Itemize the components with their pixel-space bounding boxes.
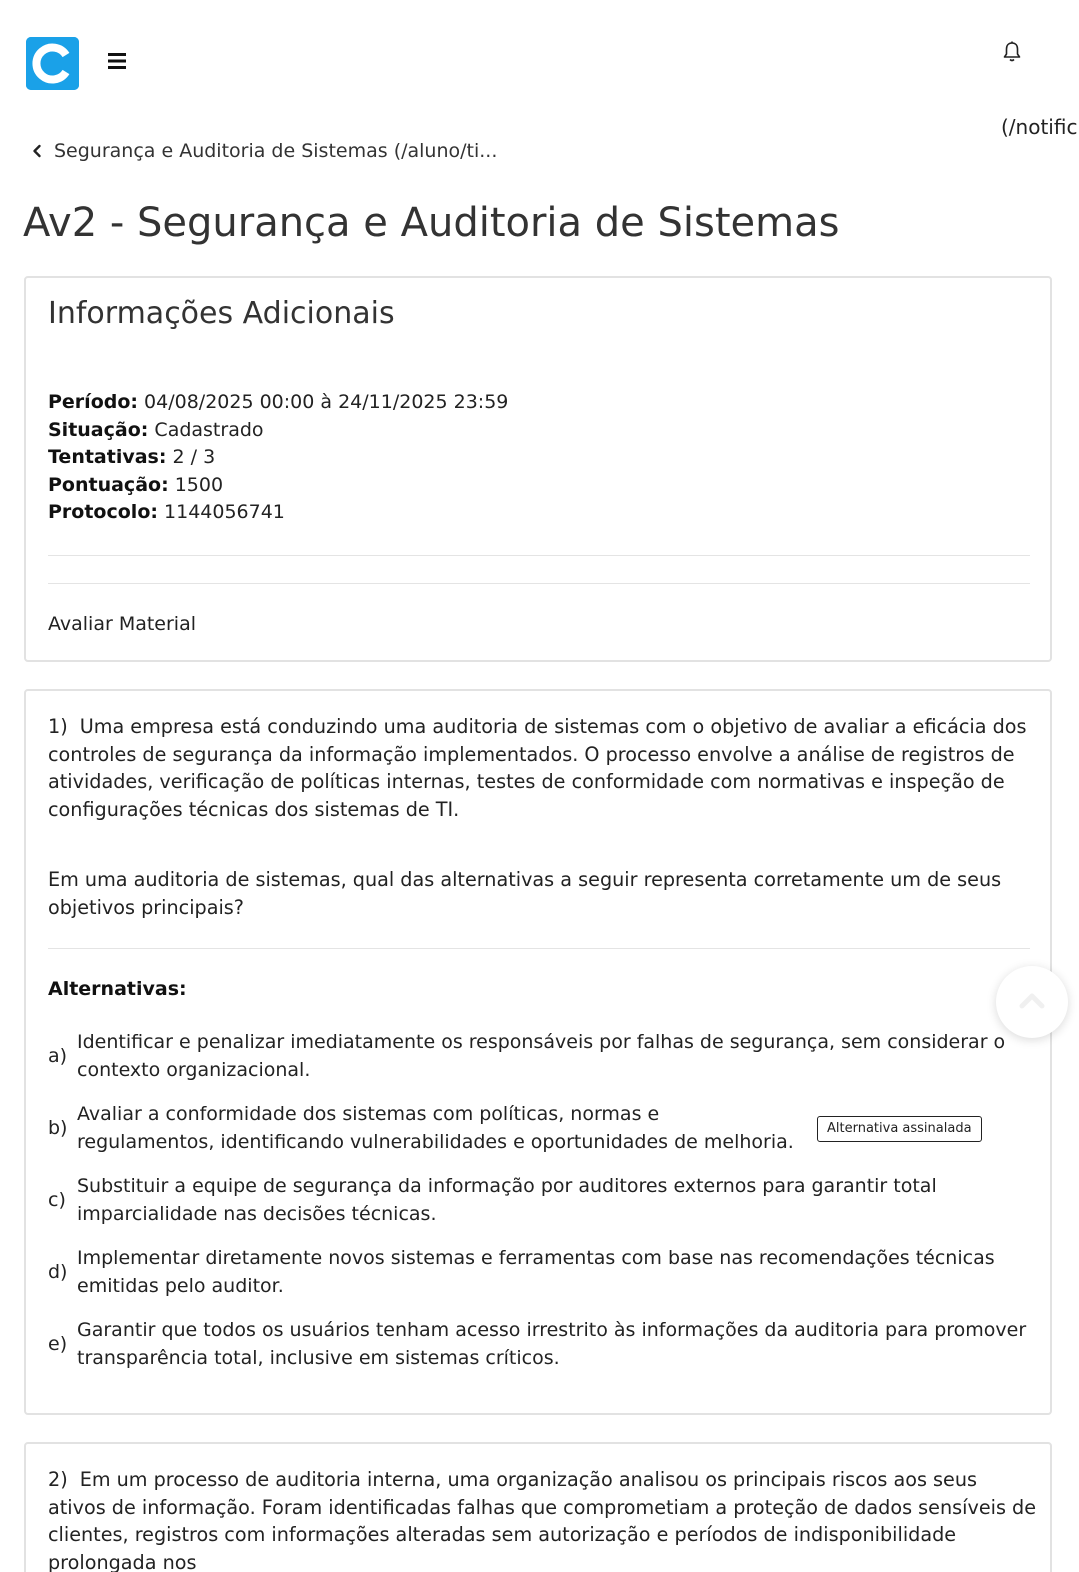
info-situacao-label: Situação:	[48, 418, 149, 441]
question-1-number: 1)	[48, 715, 68, 738]
info-pontuacao	[48, 472, 508, 500]
info-pontuacao-value: 1500	[174, 473, 224, 496]
info-list	[48, 389, 508, 527]
additional-info-card	[24, 276, 1052, 662]
info-protocolo	[48, 499, 508, 527]
question-2-number: 2)	[48, 1468, 68, 1491]
info-tentativas-label: Tentativas:	[48, 446, 167, 468]
avaliar-material-link[interactable]: Avaliar Material	[48, 613, 197, 635]
breadcrumb-label: Segurança e Auditoria de Sistemas (/aluno/ti...	[54, 140, 498, 162]
alternative-a[interactable]	[48, 1029, 1028, 1084]
info-protocolo-label: Protocolo:	[48, 501, 158, 523]
info-card-title: Informações Adicionais	[48, 296, 395, 331]
info-situacao-value: Cadastrado	[154, 418, 264, 441]
chevron-left-icon	[30, 144, 44, 158]
breadcrumb[interactable]	[30, 140, 497, 162]
question-1-prompt: Em uma auditoria de sistemas, qual das alternativas a seguir representa corretamente um de seus objetivos principais?	[48, 868, 1002, 919]
alternative-text: Implementar diretamente novos sistemas e ferramentas com base nas recomendações técnicas emitidas pelo auditor.	[77, 1247, 995, 1297]
info-periodo-value: 04/08/2025 00:00 à 24/11/2025 23:59	[144, 391, 509, 413]
alternatives-heading: Alternativas:	[48, 978, 187, 1000]
alternative-c[interactable]	[48, 1173, 1028, 1228]
app-logo[interactable]	[26, 37, 79, 90]
alternative-text: Substituir a equipe de segurança da informação por auditores externos para garantir total imparcialidade nas decisões técnicas.	[77, 1175, 937, 1225]
scroll-top-button[interactable]	[996, 966, 1068, 1038]
hamburger-menu-icon[interactable]	[107, 50, 129, 72]
alternative-d[interactable]	[48, 1245, 1028, 1300]
divider	[48, 583, 1030, 584]
divider	[48, 948, 1030, 949]
question-card-2	[24, 1442, 1052, 1572]
info-protocolo-value: 1144056741	[164, 501, 285, 523]
selected-alternative-badge: Alternativa assinalada	[817, 1116, 982, 1142]
question-1-statement	[48, 713, 1038, 823]
logo-c-icon	[26, 37, 79, 90]
info-tentativas	[48, 444, 508, 472]
alternative-text: Identificar e penalizar imediatamente os responsáveis por falhas de segurança, sem considerar o contexto organizacional.	[77, 1031, 1006, 1081]
alternative-text: Avaliar a conformidade dos sistemas com políticas, normas e regulamentos, identificando vulnerabilidades e oportunidades de melhoria.	[77, 1103, 794, 1153]
info-situacao	[48, 417, 508, 445]
notification-bell-icon[interactable]	[1000, 40, 1024, 64]
alternative-b[interactable]	[48, 1101, 1028, 1156]
question-1-text: Uma empresa está conduzindo uma auditoria de sistemas com o objetivo de avaliar a eficácia dos controles de segurança da informação implementados. O processo envolve a análise de registros de atividades, verificação de políticas internas, testes de conformidade com normativas e inspeção de configurações técnicas dos sistemas de TI.	[48, 715, 1027, 821]
info-pontuacao-label: Pontuação:	[48, 473, 169, 496]
question-2-statement	[48, 1466, 1038, 1572]
alternative-letter: d)	[48, 1260, 68, 1283]
arrow-up-icon	[1015, 985, 1049, 1019]
alternative-letter: c)	[48, 1188, 66, 1211]
info-periodo-label: Período:	[48, 391, 138, 413]
info-periodo	[48, 389, 508, 417]
page-title: Av2 - Segurança e Auditoria de Sistemas	[23, 200, 840, 246]
question-2-text: Em um processo de auditoria interna, uma organização analisou os principais riscos aos seus ativos de informação. Foram identificadas falhas que comprometiam a proteção de dados sensíveis de clientes, registros com informações alteradas sem autorização e períodos de indisponibilidade prolongada nos	[48, 1468, 1037, 1572]
alternative-letter: b)	[48, 1116, 68, 1139]
alternative-e[interactable]	[48, 1317, 1028, 1372]
alternative-text: Garantir que todos os usuários tenham acesso irrestrito às informações da auditoria para promover transparência total, inclusive em sistemas críticos.	[77, 1319, 1027, 1369]
info-tentativas-value: 2 / 3	[172, 446, 216, 468]
notifications-link[interactable]: (/notific	[1001, 115, 1078, 139]
alternative-letter: e)	[48, 1332, 68, 1355]
divider	[48, 555, 1030, 556]
question-card-1	[24, 689, 1052, 1415]
alternative-letter: a)	[48, 1044, 68, 1067]
